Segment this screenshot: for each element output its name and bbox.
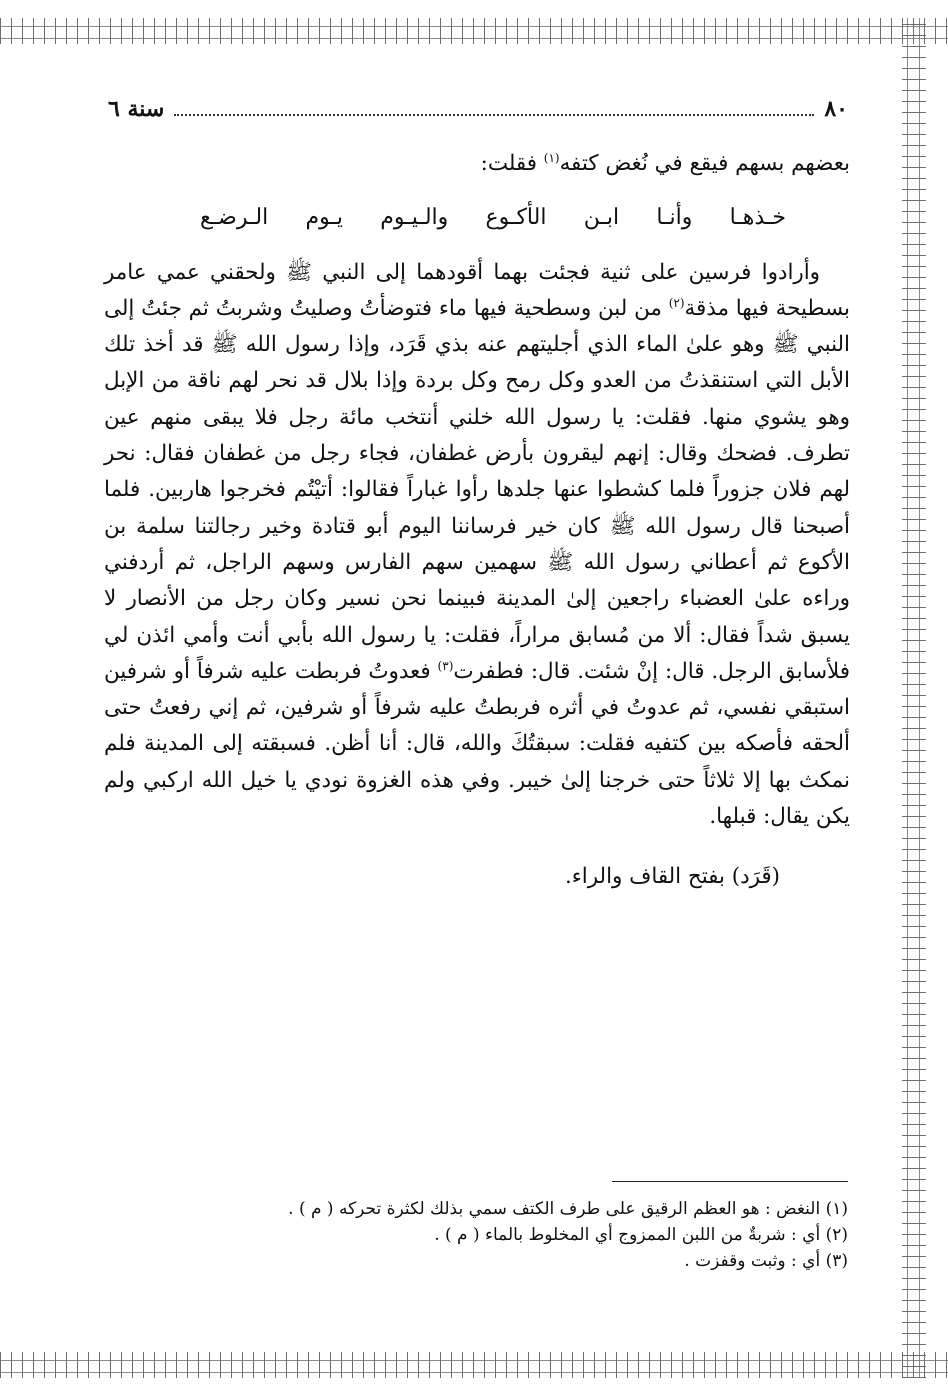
footnote-marker-1: (١) (543, 150, 560, 165)
header-dotted-leader (174, 100, 814, 116)
poetry-verse (200, 200, 786, 236)
opening-line: بعضهم بسهم فيقع في نُغض كتفه$^{(١)}$ فقلت: (480, 150, 850, 176)
verse-word: الأكـوع (485, 205, 547, 231)
main-paragraph: وأرادوا فرسين على ثنية فجئت بهما أقودهما إلى النبي ﷺ ولحقني عمي عامر بسطيحة فيها مذقة$^{(٢)}$ من لبن وسطحية فيها ماء فتوضأتُ وصليتُ وشربتُ ثم جئتُ إلى النبي ﷺ وهو علىٰ الماء الذي أجليتهم عنه بذي قَرَد، وإذا رسول الله ﷺ قد أخذ تلك الأبل التي استنقذتُ من العدو وكل رمح وكل بردة وإذا بلال قد نحر لهم ناقة من الإبل وهو يشوي منها. فقلت: يا رسول الله خلني أنتخب مائة رجل فلا يبقى منهم عين تطرف. فضحك وقال: إنهم ليقرون بأرض غطفان، فجاء رجل من غطفان فقال: نحر لهم فلان جزوراً فلما كشطوا عنها جلدها رأوا غباراً فقالوا: أتيْتُم فخرجوا هاربين. فلما أصبحنا قال رسول الله ﷺ كان خير فرساننا اليوم أبو قتادة وخير رجالتنا سلمة بن الأكوع ثم أعطاني رسول الله ﷺ سهمين سهم الفارس وسهم الراجل، ثم أردفني وراءه علىٰ العضباء راجعين إلىٰ المدينة فبينما نحن نسير وكان رجل من الأنصار لا يسبق شداً فقال: ألا من مُسابق مراراً، فقلت: يا رسول الله بأبي أنت وأمي ائذن لي فلأسابق الرجل. قال: إنْ شئت. قال: فطفرت$^{(٣)}$ فعدوتُ فربطت عليه شرفاً أو شرفين استبقي نفسي، ثم عدوتُ في أثره فربطتُ عليه شرفاً أو شرفين، ثم إني رفعتُ حتى ألحقه فأصكه بين كتفيه فقلت: سبقتُكَ والله، قال: أنا أظن. فسبقته إلى المدينة فلم نمكث بها إلا ثلاثاً حتى خرجنا إلىٰ خيبر. وفي هذه الغزوة نودي يا خيل الله اركبي ولم يكن يقال: قبلها. (104, 259, 850, 830)
editorial-note: (قَرَد) بفتح القاف والراء. (564, 864, 780, 890)
page-border-top (0, 18, 948, 44)
page-body (104, 146, 850, 896)
page-border-bottom (0, 1352, 948, 1378)
footnote-marker-2: (٢) (668, 295, 685, 310)
footnote-2: (٢) أي : شربةٌ من اللبن الممزوج أي المخلوط بالماء ( م ) . (434, 1225, 848, 1245)
footnotes (150, 1196, 848, 1274)
footnote-3: (٣) أي : وثبت وقفزت . (684, 1251, 848, 1271)
footnote-separator (612, 1181, 848, 1182)
footnote-1: (١) النغض : هو العظم الرقيق على طرف الكتف سمي بذلك لكثرة تحركه ( م ) . (288, 1199, 848, 1219)
verse-word: يـوم (305, 205, 344, 231)
page-border-right (902, 18, 926, 1378)
verse-word: والـيـوم (380, 205, 449, 231)
verse-word: خـذهـا (729, 205, 786, 231)
year-label: سنة ٦ (108, 96, 165, 122)
running-header (108, 96, 848, 126)
page-number: ٨٠ (824, 96, 848, 122)
verse-word: الـرضـع (200, 205, 269, 231)
verse-word: ابـن (583, 205, 620, 231)
verse-word: وأنـا (656, 205, 693, 231)
footnote-marker-3: (٣) (437, 658, 454, 673)
